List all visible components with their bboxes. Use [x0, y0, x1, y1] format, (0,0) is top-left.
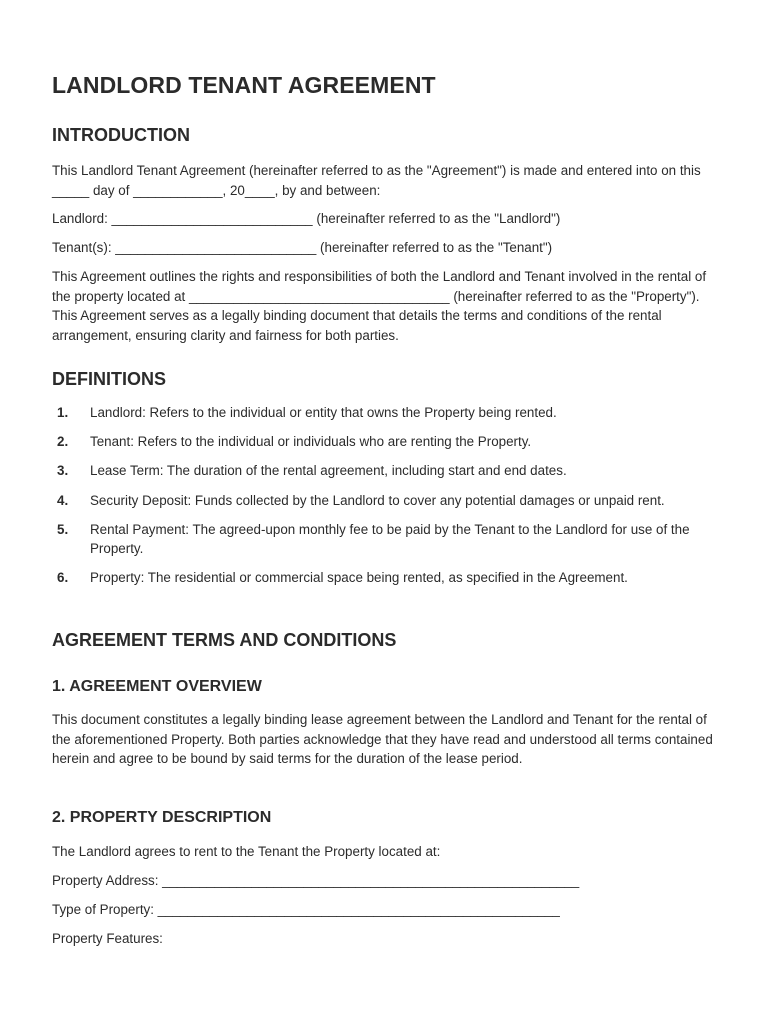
terms-heading: AGREEMENT TERMS AND CONDITIONS [52, 630, 397, 650]
property-type-line: Type of Property: ______________________________________________________ [52, 902, 560, 917]
definition-item: 4. Security Deposit: Funds collected by the Landlord to cover any potential damages or unpaid rent. [57, 492, 665, 508]
property-description-heading: 2. PROPERTY DESCRIPTION [52, 809, 272, 826]
document-title: LANDLORD TENANT AGREEMENT [52, 72, 436, 98]
agreement-overview-paragraph: This document constitutes a legally binding lease agreement between the Landlord and Tenant for the rental of the aforementioned Property. Both parties acknowledge that they have read and understood all terms contained herein and agree to be bound by said terms for the duration of the lease period. [52, 712, 713, 766]
tenant-line: Tenant(s): ___________________________ (hereinafter referred to as the "Tenant") [52, 240, 553, 255]
agreement-overview-heading: 1. AGREEMENT OVERVIEW [52, 678, 262, 695]
landlord-line: Landlord: ___________________________ (hereinafter referred to as the "Landlord") [52, 211, 561, 226]
agreement-outline-paragraph: This Agreement outlines the rights and responsibilities of both the Landlord and Tenant involved in the rental of the property located at ___________________________________ (hereinafter referred to as the "Property"). This Agreement serves as a legally binding document that details the terms and conditions of the rental arrangement, ensuring clarity and fairness for both parties. [52, 269, 707, 343]
property-intro: The Landlord agrees to rent to the Tenant the Property located at: [52, 844, 441, 859]
introduction-heading: INTRODUCTION [52, 125, 190, 145]
property-features-line: Property Features: [52, 931, 163, 946]
definition-item: 6. Property: The residential or commercial space being rented, as specified in the Agreement. [57, 570, 628, 586]
definition-item: 1. Landlord: Refers to the individual or entity that owns the Property being rented. [57, 405, 557, 420]
property-address-line: Property Address: ________________________________________________________ [52, 873, 580, 888]
definition-item: 2. Tenant: Refers to the individual or individuals who are renting the Property. [57, 434, 532, 450]
definition-item: 3. Lease Term: The duration of the rental agreement, including start and end dates. [57, 463, 567, 479]
introduction-paragraph: This Landlord Tenant Agreement (hereinafter referred to as the "Agreement") is made and entered into on this _____ day of ____________, 20____, by and between: [52, 163, 701, 198]
definitions-list [52, 403, 722, 598]
definitions-heading: DEFINITIONS [52, 369, 167, 389]
definition-item: 5. Rental Payment: The agreed-upon monthly fee to be paid by the Tenant to the Landlord for use of the Property. [57, 521, 690, 557]
